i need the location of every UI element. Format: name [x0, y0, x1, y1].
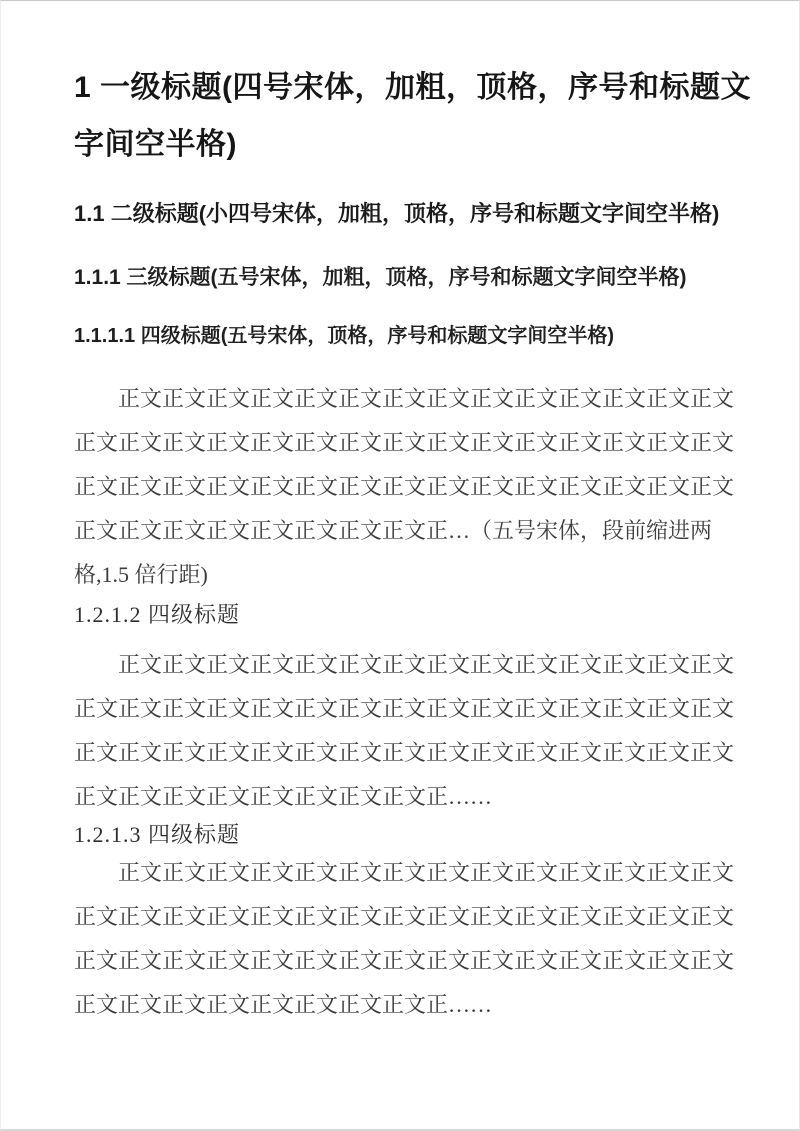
- paragraph-1-line-3: 正文正文正文正文正文正文正文正文正文正文正文正文正文正文正文: [74, 474, 735, 499]
- paragraph-1-line-2: 正文正文正文正文正文正文正文正文正文正文正文正文正文正文正文: [74, 430, 735, 455]
- paragraph-3-line-2: 正文正文正文正文正文正文正文正文正文正文正文正文正文正文正文: [74, 904, 735, 929]
- paragraph-2-line-2: 正文正文正文正文正文正文正文正文正文正文正文正文正文正文正文: [74, 696, 735, 721]
- heading-level-1: [74, 59, 752, 173]
- heading-level-3: 1.1.1 三级标题(五号宋体，加粗，顶格，序号和标题文字间空半格): [74, 266, 687, 289]
- paragraph-3-line-4: 正文正文正文正文正文正文正文正文正……: [74, 992, 493, 1017]
- heading-level-1-line-2: 字间空半格): [74, 128, 237, 161]
- paragraph-1-line-4: 正文正文正文正文正文正文正文正文正…（五号宋体，段前缩进两: [74, 518, 713, 543]
- body-paragraph-2: [74, 643, 741, 819]
- document-content: [74, 59, 752, 1027]
- heading-level-4-item-1212: 1.2.1.2 四级标题: [74, 602, 241, 627]
- heading-level-1-line-1: 1 一级标题(四号宋体，加粗，顶格，序号和标题文: [74, 71, 752, 104]
- paragraph-2-line-3: 正文正文正文正文正文正文正文正文正文正文正文正文正文正文正文: [74, 740, 735, 765]
- paragraph-2-line-1: 正文正文正文正文正文正文正文正文正文正文正文正文正文正文: [118, 652, 735, 677]
- paragraph-1-line-5: 格,1.5 倍行距): [74, 562, 208, 587]
- heading-level-4-item-1213: 1.2.1.3 四级标题: [74, 822, 241, 847]
- body-paragraph-1: [74, 377, 741, 597]
- paragraph-3-line-1: 正文正文正文正文正文正文正文正文正文正文正文正文正文正文: [118, 860, 735, 885]
- body-paragraph-3: [74, 851, 741, 1027]
- heading-level-4: 1.1.1.1 四级标题(五号宋体，顶格，序号和标题文字间空半格): [74, 325, 615, 347]
- paragraph-1-line-1: 正文正文正文正文正文正文正文正文正文正文正文正文正文正文: [118, 386, 735, 411]
- paragraph-3-line-3: 正文正文正文正文正文正文正文正文正文正文正文正文正文正文正文: [74, 948, 735, 973]
- heading-level-2: 1.1 二级标题(小四号宋体，加粗，顶格，序号和标题文字间空半格): [74, 201, 720, 226]
- paragraph-2-line-4: 正文正文正文正文正文正文正文正文正……: [74, 784, 493, 809]
